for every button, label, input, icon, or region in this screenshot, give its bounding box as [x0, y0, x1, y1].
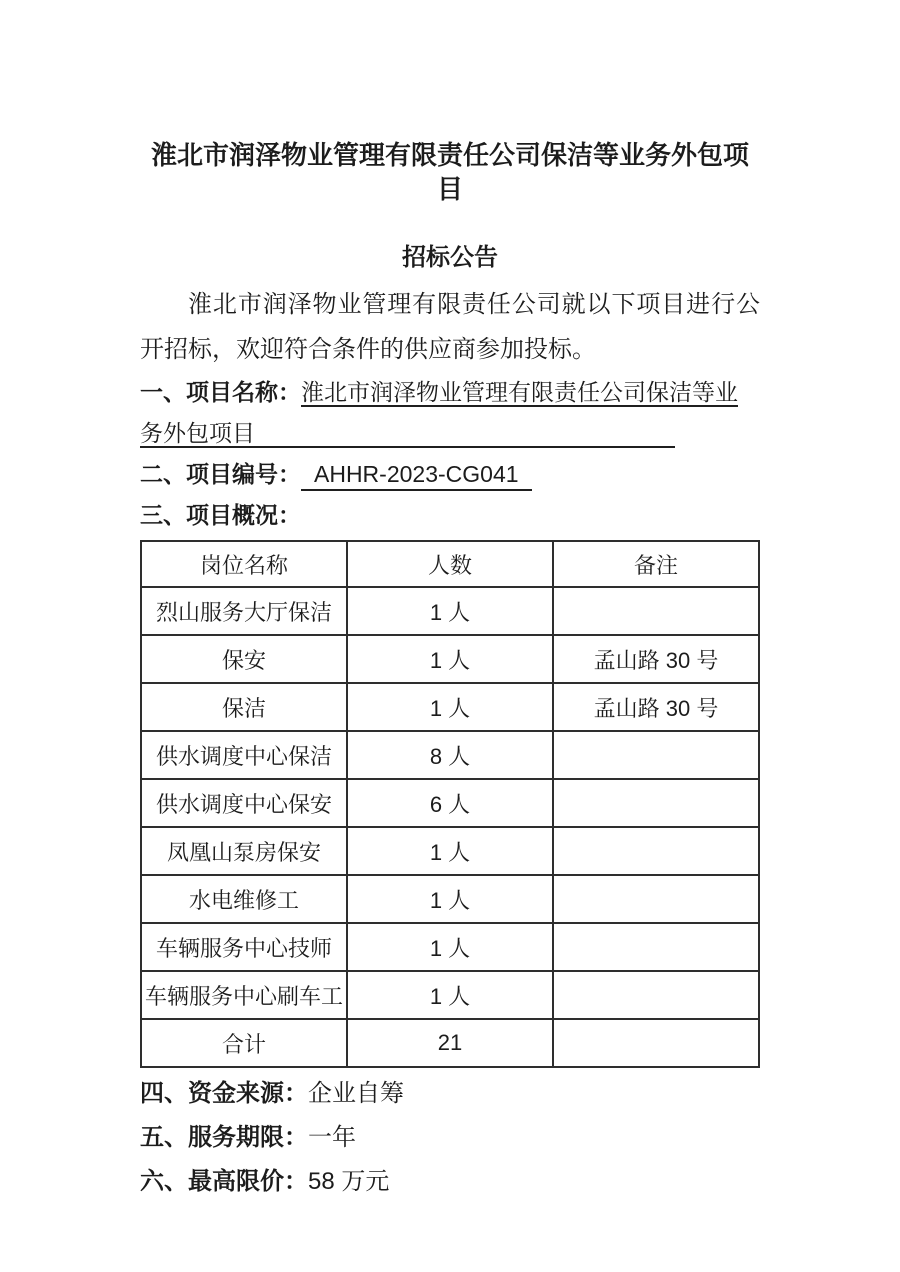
table-row [141, 875, 759, 923]
document-subtitle: 招标公告 [402, 244, 498, 271]
table-cell: 1 人 [347, 635, 553, 683]
table-cell: 1 人 [347, 923, 553, 971]
table-cell: 8 人 [347, 731, 553, 779]
table-cell: 保洁 [141, 683, 347, 731]
table-header-cell: 岗位名称 [141, 541, 347, 587]
table-cell: 保安 [141, 635, 347, 683]
project-number-value: AHHR-2023-CG041 [301, 461, 532, 491]
table-header-cell: 备注 [553, 541, 759, 587]
table-cell [553, 1019, 759, 1067]
funding-source-value: 企业自筹 [308, 1080, 404, 1107]
section-funding-source [140, 1072, 760, 1116]
table-cell: 孟山路 30 号 [553, 635, 759, 683]
table-row [141, 635, 759, 683]
table-cell [553, 971, 759, 1019]
project-overview-label: 三、项目概况： [140, 502, 301, 528]
table-cell [553, 875, 759, 923]
table-row [141, 731, 759, 779]
table-cell [553, 827, 759, 875]
table-row [141, 779, 759, 827]
table-cell: 车辆服务中心刷车工 [141, 971, 347, 1019]
table-body [141, 587, 759, 1067]
table-cell [553, 779, 759, 827]
table-row [141, 971, 759, 1019]
intro-paragraph: 淮北市润泽物业管理有限责任公司就以下项目进行公开招标，欢迎符合条件的供应商参加投标。 [140, 291, 760, 363]
table-cell: 烈山服务大厅保洁 [141, 587, 347, 635]
table-cell: 凤凰山泵房保安 [141, 827, 347, 875]
max-price-label: 六、最高限价： [140, 1168, 308, 1195]
section-project-number [140, 454, 760, 495]
section-project-overview [140, 495, 760, 536]
table-cell: 1 人 [347, 683, 553, 731]
table-row [141, 827, 759, 875]
project-number-label: 二、项目编号： [140, 461, 301, 487]
section-service-period [140, 1116, 760, 1160]
section-project-name [140, 372, 760, 454]
table-row [141, 683, 759, 731]
table-cell: 车辆服务中心技师 [141, 923, 347, 971]
table-row [141, 1019, 759, 1067]
table-row [141, 923, 759, 971]
table-cell: 6 人 [347, 779, 553, 827]
funding-source-label: 四、资金来源： [140, 1080, 308, 1107]
document-title: 淮北市润泽物业管理有限责任公司保洁等业务外包项目 [150, 140, 749, 204]
table-cell: 21 [347, 1019, 553, 1067]
table-cell: 1 人 [347, 875, 553, 923]
table-header-cell: 人数 [347, 541, 553, 587]
table-cell: 供水调度中心保洁 [141, 731, 347, 779]
table-cell: 水电维修工 [141, 875, 347, 923]
project-name-label: 一、项目名称： [140, 379, 301, 405]
table-cell [553, 923, 759, 971]
document-content [140, 138, 760, 1204]
table-cell: 孟山路 30 号 [553, 683, 759, 731]
service-period-value: 一年 [308, 1124, 356, 1151]
max-price-value: 58 万元 [308, 1168, 390, 1195]
table-cell [553, 731, 759, 779]
table-header-row [141, 541, 759, 587]
table-row [141, 587, 759, 635]
section-max-price [140, 1160, 760, 1204]
project-name-value: 淮北市润泽物业管理有限责任公司保洁等业务外包项目 [140, 379, 738, 446]
table-cell: 1 人 [347, 971, 553, 1019]
service-period-label: 五、服务期限： [140, 1124, 308, 1151]
project-overview-table [140, 540, 760, 1068]
table-cell: 1 人 [347, 587, 553, 635]
table-cell: 合计 [141, 1019, 347, 1067]
table-cell: 1 人 [347, 827, 553, 875]
table-cell: 供水调度中心保安 [141, 779, 347, 827]
table-cell [553, 587, 759, 635]
underline-filler [255, 440, 675, 448]
